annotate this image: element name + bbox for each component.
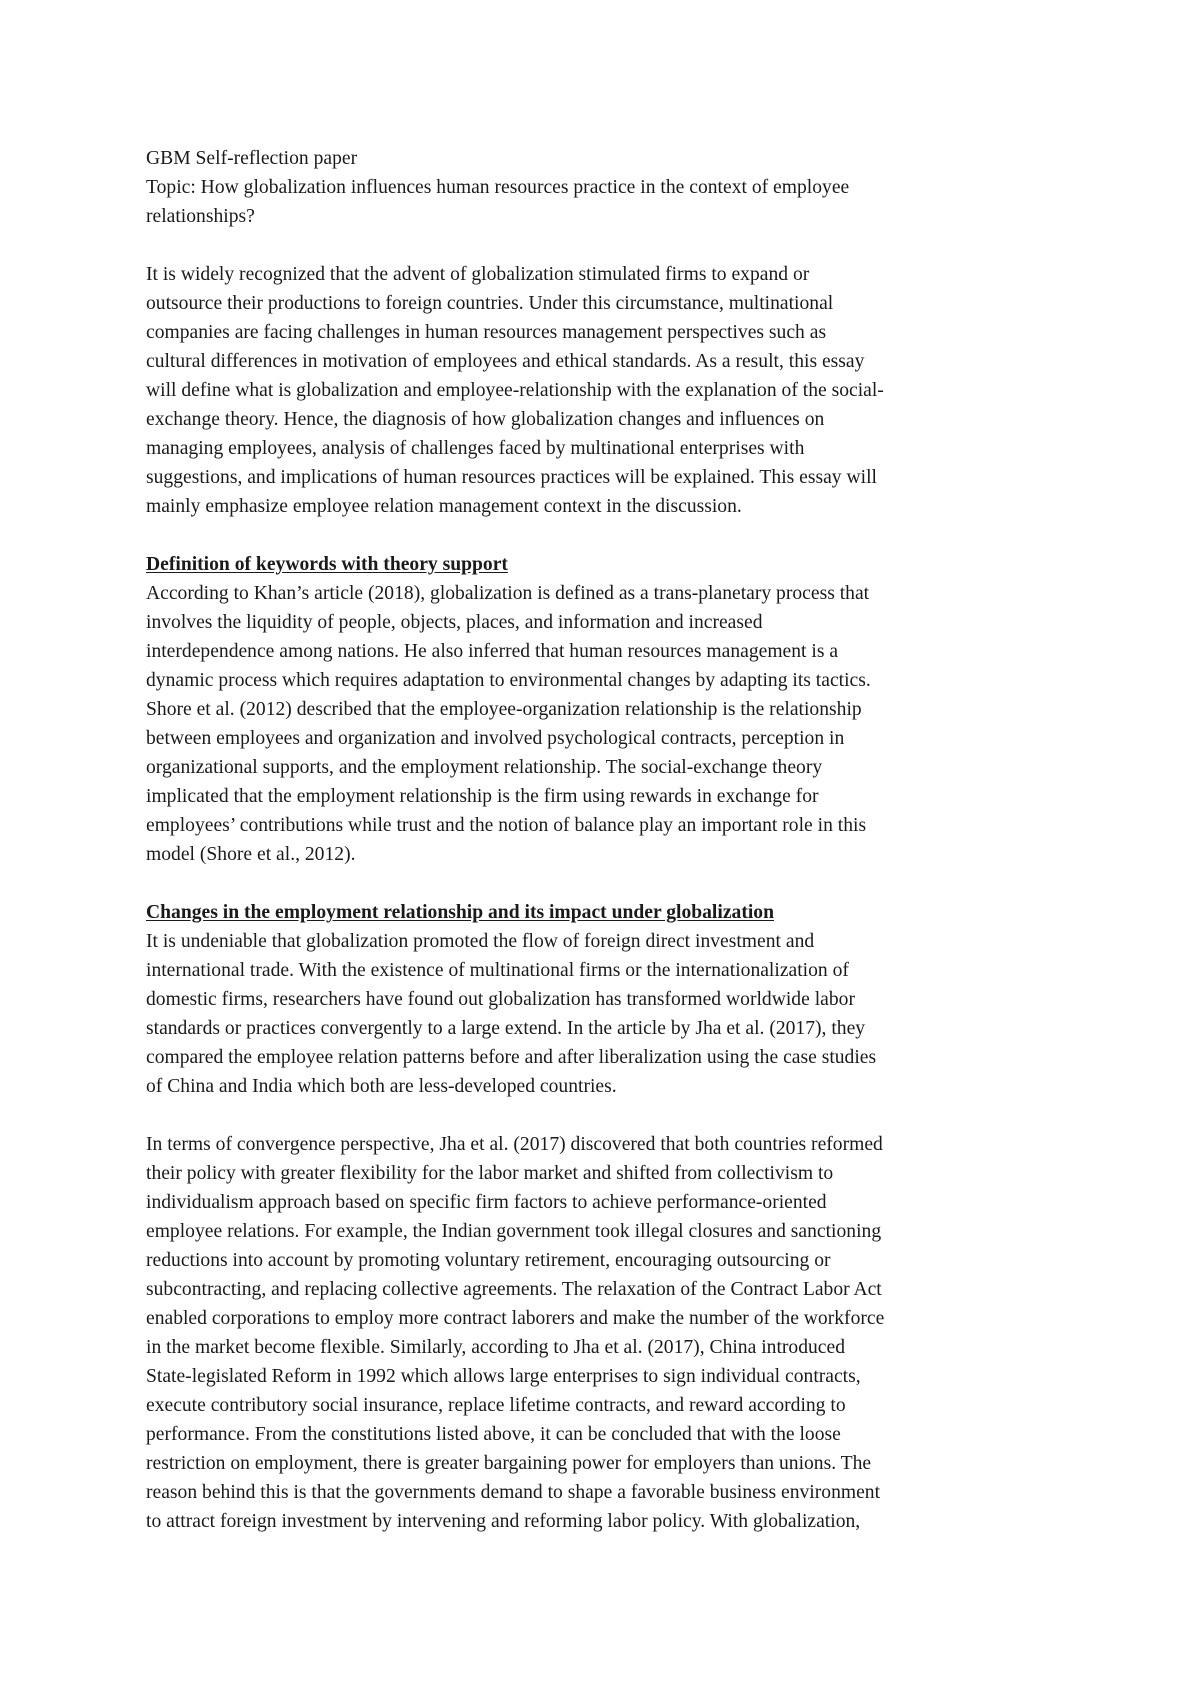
text-line: subcontracting, and replacing collective agreements. The relaxation of the Contract Labor Act: [146, 1279, 882, 1300]
convergence-paragraph: [146, 1130, 1066, 1536]
paragraph-gap: [146, 521, 1066, 550]
text-line: interdependence among nations. He also inferred that human resources management is a: [146, 641, 839, 662]
text-line: will define what is globalization and employee-relationship with the explanation of the social-: [146, 380, 884, 401]
text-line: reason behind this is that the governments demand to shape a favorable business environment: [146, 1482, 881, 1503]
document-title: [146, 144, 1066, 173]
text-line: of China and India which both are less-developed countries.: [146, 1076, 617, 1097]
text-line: suggestions, and implications of human resources practices will be explained. This essay will: [146, 467, 877, 488]
text-line: cultural differences in motivation of employees and ethical standards. As a result, this essay: [146, 351, 865, 372]
topic-line: relationships?: [146, 206, 255, 227]
text-line: It is undeniable that globalization promoted the flow of foreign direct investment and: [146, 931, 815, 952]
text-line: restriction on employment, there is greater bargaining power for employers than unions. The: [146, 1453, 872, 1474]
text-line: outsource their productions to foreign countries. Under this circumstance, multinational: [146, 293, 834, 314]
text-line: organizational supports, and the employment relationship. The social-exchange theory: [146, 757, 823, 778]
section-employment-changes: [146, 898, 1066, 1101]
text-line: employees’ contributions while trust and the notion of balance play an important role in this: [146, 815, 867, 836]
text-line: domestic firms, researchers have found out globalization has transformed worldwide labor: [146, 989, 855, 1010]
paragraph-gap: [146, 231, 1066, 260]
text-line: In terms of convergence perspective, Jha et al. (2017) discovered that both countries reformed: [146, 1134, 883, 1155]
text-line: international trade. With the existence of multinational firms or the internationalization of: [146, 960, 849, 981]
text-line: to attract foreign investment by intervening and reforming labor policy. With globalization,: [146, 1511, 861, 1532]
text-line: companies are facing challenges in human resources management perspectives such as: [146, 322, 827, 343]
text-line: performance. From the constitutions listed above, it can be concluded that with the loose: [146, 1424, 841, 1445]
text-line: involves the liquidity of people, objects, places, and information and increased: [146, 612, 763, 633]
text-line: managing employees, analysis of challenges faced by multinational enterprises with: [146, 438, 805, 459]
text-line: implicated that the employment relationship is the firm using rewards in exchange for: [146, 786, 819, 807]
text-line: employee relations. For example, the Indian government took illegal closures and sanctioning: [146, 1221, 882, 1242]
topic-line: Topic: How globalization influences human resources practice in the context of employee: [146, 177, 850, 198]
section-heading-employment-changes: Changes in the employment relationship and its impact under globalization: [146, 902, 774, 923]
text-line: Shore et al. (2012) described that the employee-organization relationship is the relationship: [146, 699, 862, 720]
text-line: execute contributory social insurance, replace lifetime contracts, and reward according to: [146, 1395, 846, 1416]
section-definitions: [146, 550, 1066, 869]
text-line: individualism approach based on specific firm factors to achieve performance-oriented: [146, 1192, 827, 1213]
paragraph-gap: [146, 869, 1066, 898]
text-line: exchange theory. Hence, the diagnosis of how globalization changes and influences on: [146, 409, 825, 430]
text-line: State-legislated Reform in 1992 which allows large enterprises to sign individual contracts,: [146, 1366, 861, 1387]
topic-paragraph: [146, 173, 1066, 231]
text-line: dynamic process which requires adaptation to environmental changes by adapting its tactics.: [146, 670, 871, 691]
text-line: standards or practices convergently to a large extend. In the article by Jha et al. (2017), they: [146, 1018, 866, 1039]
text-line: their policy with greater flexibility for the labor market and shifted from collectivism to: [146, 1163, 834, 1184]
title-line: GBM Self-reflection paper: [146, 148, 358, 169]
section-heading-definitions: Definition of keywords with theory support: [146, 554, 508, 575]
text-line: According to Khan’s article (2018), globalization is defined as a trans-planetary process that: [146, 583, 870, 604]
text-line: compared the employee relation patterns before and after liberalization using the case studies: [146, 1047, 877, 1068]
text-line: It is widely recognized that the advent of globalization stimulated firms to expand or: [146, 264, 810, 285]
text-line: model (Shore et al., 2012).: [146, 844, 356, 865]
text-line: between employees and organization and involved psychological contracts, perception in: [146, 728, 845, 749]
intro-paragraph: [146, 260, 1066, 521]
text-line: reductions into account by promoting voluntary retirement, encouraging outsourcing or: [146, 1250, 831, 1271]
text-line: mainly emphasize employee relation management context in the discussion.: [146, 496, 742, 517]
paragraph-gap: [146, 1101, 1066, 1130]
document-body: [146, 144, 1066, 1536]
text-line: enabled corporations to employ more contract laborers and make the number of the workforce: [146, 1308, 885, 1329]
text-line: in the market become flexible. Similarly, according to Jha et al. (2017), China introduced: [146, 1337, 845, 1358]
